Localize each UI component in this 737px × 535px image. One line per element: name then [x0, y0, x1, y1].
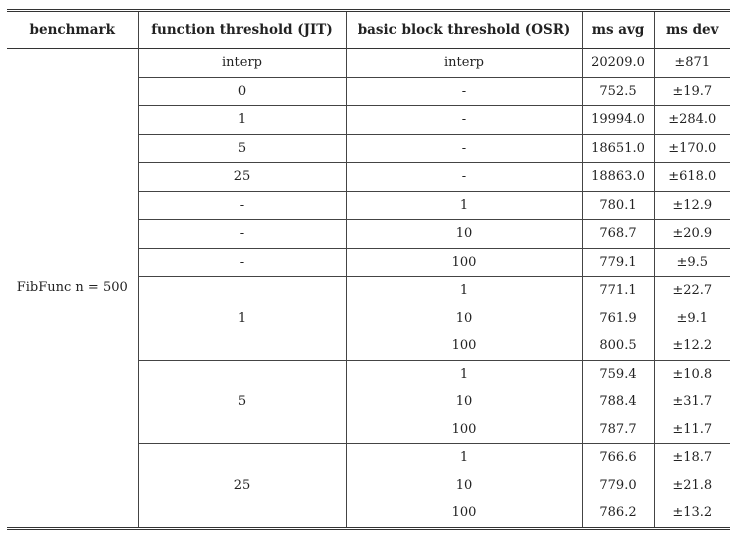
avg-cell: 766.6	[582, 444, 654, 472]
dev-cell: ±10.8	[654, 360, 730, 388]
avg-cell: 787.7	[582, 416, 654, 444]
osr-cell: 1	[346, 444, 582, 472]
dev-cell: ±19.7	[654, 77, 730, 106]
jit-cell: 5	[138, 134, 346, 163]
dev-cell: ±11.7	[654, 416, 730, 444]
osr-cell: 1	[346, 360, 582, 388]
avg-cell: 20209.0	[582, 49, 654, 78]
jit-cell: 25	[138, 163, 346, 192]
osr-cell: 1	[346, 277, 582, 305]
dev-cell: ±618.0	[654, 163, 730, 192]
benchmark-table-container	[7, 9, 730, 530]
avg-cell: 18651.0	[582, 134, 654, 163]
header-benchmark: benchmark	[29, 22, 115, 38]
avg-cell: 780.1	[582, 191, 654, 220]
osr-cell: 10	[346, 472, 582, 500]
group-jit-cell: 5	[138, 360, 346, 444]
dev-cell: ±18.7	[654, 444, 730, 472]
osr-cell: 1	[346, 191, 582, 220]
dev-cell: ±871	[654, 49, 730, 78]
benchmark-cell: FibFunc n = 500	[16, 280, 128, 296]
avg-cell: 779.1	[582, 248, 654, 277]
group-jit-cell: 25	[138, 444, 346, 529]
osr-cell: -	[346, 106, 582, 135]
osr-cell: 10	[346, 388, 582, 416]
avg-cell: 19994.0	[582, 106, 654, 135]
osr-cell: 100	[346, 416, 582, 444]
osr-cell: 10	[346, 220, 582, 249]
osr-cell: -	[346, 163, 582, 192]
dev-cell: ±31.7	[654, 388, 730, 416]
osr-cell: 100	[346, 499, 582, 528]
table-row	[7, 49, 730, 78]
osr-cell: interp	[346, 49, 582, 78]
header-ms-dev: ms dev	[654, 11, 730, 49]
avg-cell: 779.0	[582, 472, 654, 500]
osr-cell: 10	[346, 305, 582, 333]
header-jit: function threshold (JIT)	[138, 11, 346, 49]
avg-cell: 786.2	[582, 499, 654, 528]
group-jit-cell: 1	[138, 277, 346, 361]
jit-cell: 0	[138, 77, 346, 106]
jit-cell: interp	[138, 49, 346, 78]
jit-cell: -	[138, 191, 346, 220]
dev-cell: ±9.1	[654, 305, 730, 333]
table-body	[7, 49, 730, 529]
osr-cell: -	[346, 77, 582, 106]
dev-cell: ±170.0	[654, 134, 730, 163]
dev-cell: ±22.7	[654, 277, 730, 305]
avg-cell: 18863.0	[582, 163, 654, 192]
table-header	[7, 11, 730, 49]
header-osr: basic block threshold (OSR)	[346, 11, 582, 49]
avg-cell: 788.4	[582, 388, 654, 416]
dev-cell: ±21.8	[654, 472, 730, 500]
osr-cell: -	[346, 134, 582, 163]
avg-cell: 752.5	[582, 77, 654, 106]
jit-cell: 1	[138, 106, 346, 135]
avg-cell: 768.7	[582, 220, 654, 249]
dev-cell: ±12.2	[654, 332, 730, 360]
header-ms-avg: ms avg	[582, 11, 654, 49]
osr-cell: 100	[346, 332, 582, 360]
osr-cell: 100	[346, 248, 582, 277]
jit-cell: -	[138, 220, 346, 249]
avg-cell: 759.4	[582, 360, 654, 388]
avg-cell: 761.9	[582, 305, 654, 333]
jit-cell: -	[138, 248, 346, 277]
avg-cell: 800.5	[582, 332, 654, 360]
dev-cell: ±13.2	[654, 499, 730, 528]
avg-cell: 771.1	[582, 277, 654, 305]
dev-cell: ±284.0	[654, 106, 730, 135]
dev-cell: ±20.9	[654, 220, 730, 249]
dev-cell: ±9.5	[654, 248, 730, 277]
header-row	[7, 11, 730, 49]
dev-cell: ±12.9	[654, 191, 730, 220]
benchmark-table	[7, 9, 730, 530]
